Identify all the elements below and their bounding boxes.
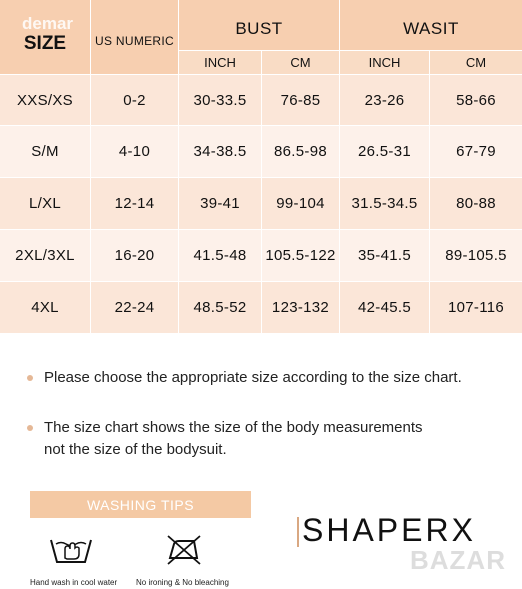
waist-cm-value: 107-116 xyxy=(447,299,505,316)
waist-cm-value: 80-88 xyxy=(456,195,496,212)
hand-wash-icon xyxy=(48,532,94,568)
bust-inch-header-cell xyxy=(179,51,261,74)
waist-cm-value: 58-66 xyxy=(456,91,496,109)
watermark-text: demar xyxy=(22,14,74,33)
brand-logo: SHAPERX xyxy=(302,512,476,548)
waist-cm-value: 89-105.5 xyxy=(445,247,507,264)
bust-header-cell xyxy=(179,0,339,50)
waist-cm-header-cell xyxy=(430,51,522,74)
no-ironing-icon xyxy=(164,532,204,568)
bust-inch-value: 41.5-48 xyxy=(193,247,247,264)
bust-cm-header-cell xyxy=(262,51,339,74)
hand-wash-caption: Hand wash in cool water xyxy=(30,578,118,587)
size-header-cell xyxy=(0,0,90,74)
measurement-note-line-1: The size chart shows the size of the body measurements xyxy=(44,419,423,436)
us-numeric-header-cell xyxy=(91,0,178,74)
bullet-icon xyxy=(27,375,33,381)
waist-cm-header: CM xyxy=(465,55,487,70)
bust-cm-value: 105.5-122 xyxy=(265,247,336,264)
us-numeric-value: 22-24 xyxy=(114,299,155,316)
size-label: L/XL xyxy=(28,195,62,212)
bazar-watermark: BAZAR xyxy=(410,545,506,575)
brand-divider xyxy=(297,517,299,547)
bust-inch-header: INCH xyxy=(204,55,236,70)
grid-line xyxy=(179,50,522,51)
us-numeric-header: US NUMERIC xyxy=(94,34,174,48)
bust-cm-value: 99-104 xyxy=(276,195,325,212)
us-numeric-value: 12-14 xyxy=(114,195,155,212)
us-numeric-value: 16-20 xyxy=(114,247,155,264)
waist-inch-value: 26.5-31 xyxy=(358,143,411,160)
bust-cm-value: 123-132 xyxy=(271,299,330,316)
bullet-icon xyxy=(27,425,33,431)
bust-cm-value: 76-85 xyxy=(280,91,321,109)
waist-inch-value: 35-41.5 xyxy=(358,247,411,264)
waist-inch-value: 23-26 xyxy=(364,91,405,109)
us-numeric-value: 4-10 xyxy=(118,143,151,160)
size-label: XXS/XS xyxy=(17,91,73,109)
measurement-note-line-2: not the size of the bodysuit. xyxy=(44,441,227,458)
size-note: Please choose the appropriate size according to the size chart. xyxy=(44,369,462,386)
waist-inch-header: INCH xyxy=(368,55,401,70)
bust-inch-value: 30-33.5 xyxy=(193,91,247,109)
waist-inch-value: 31.5-34.5 xyxy=(351,195,418,212)
bust-inch-value: 39-41 xyxy=(200,195,240,212)
waist-inch-value: 42-45.5 xyxy=(358,299,411,316)
bust-cm-value: 86.5-98 xyxy=(274,143,327,160)
bust-cm-header: CM xyxy=(290,55,311,70)
us-numeric-value: 0-2 xyxy=(123,91,146,109)
bust-inch-value: 48.5-52 xyxy=(193,299,247,316)
size-label: 4XL xyxy=(31,299,59,316)
size-label: 2XL/3XL xyxy=(15,247,75,264)
waist-header-cell xyxy=(340,0,522,50)
bust-inch-value: 34-38.5 xyxy=(193,143,247,160)
waist-inch-header-cell xyxy=(340,51,429,74)
size-label: S/M xyxy=(31,143,59,160)
bust-header: BUST xyxy=(235,19,283,38)
waist-cm-value: 67-79 xyxy=(456,143,496,160)
size-header: SIZE xyxy=(23,33,67,54)
no-ironing-caption: No ironing & No bleaching xyxy=(136,578,229,587)
waist-header: WASIT xyxy=(403,19,459,38)
washing-tips-banner: WASHING TIPS xyxy=(30,491,251,518)
